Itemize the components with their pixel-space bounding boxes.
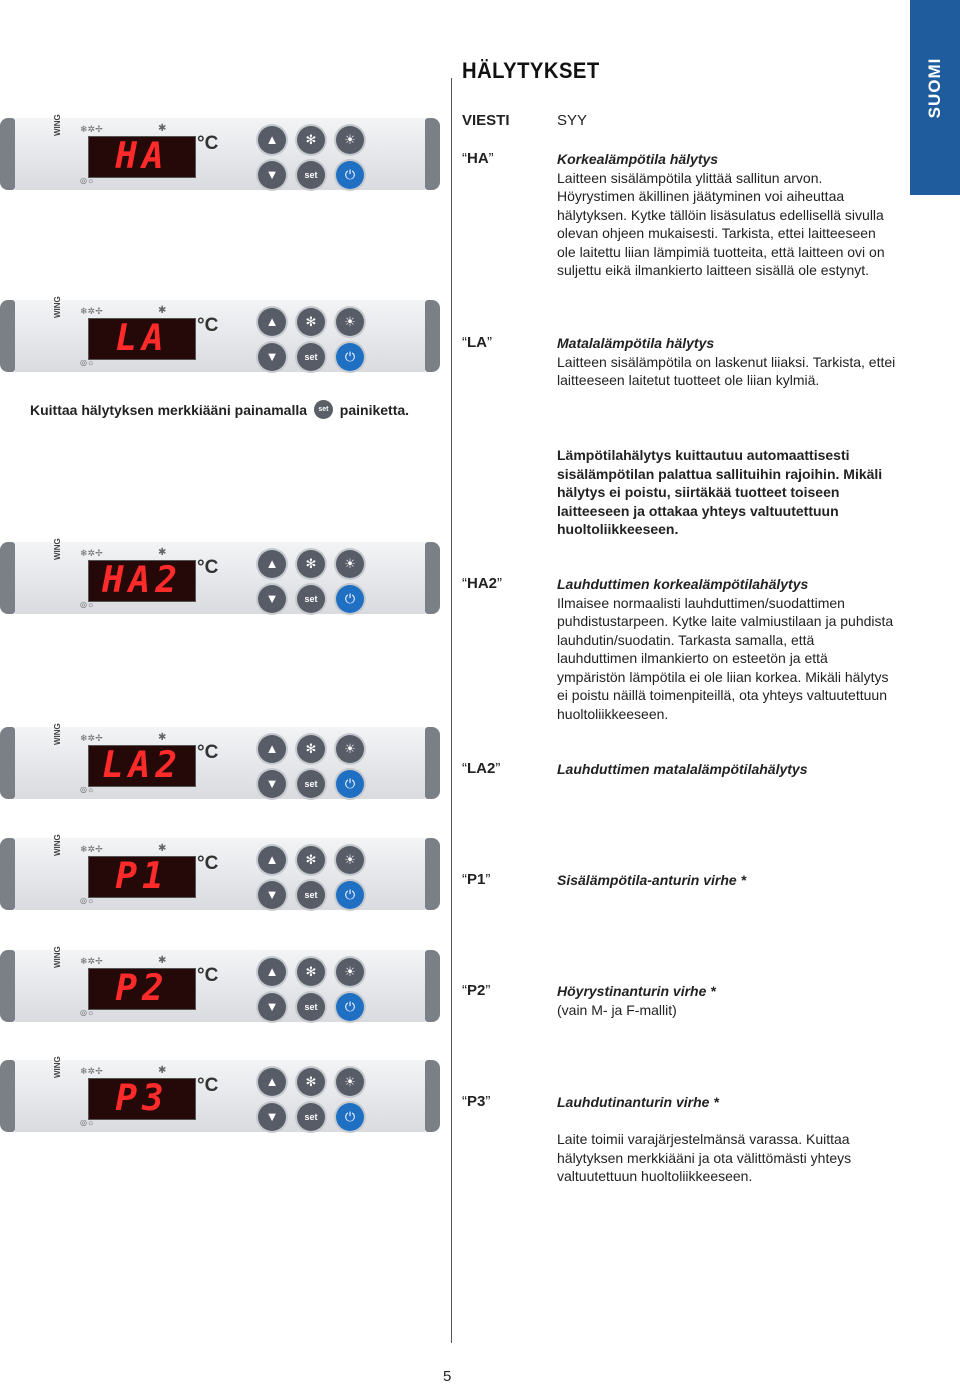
brand-label: WING [53,946,62,968]
controller-end-cap [0,542,15,614]
header-cause: SYY [557,112,588,129]
up-button: ▲ [258,308,286,336]
indicator-icons: ◎☼ [80,176,95,185]
alarm-code-p3: “P3” [462,1093,491,1110]
brand-label: WING [53,114,62,136]
indicator-icons: ◎☼ [80,785,95,794]
alarm-code-p2: “P2” [462,982,491,999]
indicator-icons: ◎☼ [80,358,95,367]
down-button: ▼ [258,993,286,1021]
alarm-title: Matalalämpötila hälytys [557,335,715,351]
acknowledge-instruction: Kuittaa hälytyksen merkkiääni painamalla set painiketta. [30,402,409,421]
set-button: set [297,770,325,798]
snowflake-icon: ✱ [158,123,167,134]
down-button: ▼ [258,1103,286,1131]
auto-reset-note: Lämpötilahälytys kuittautuu automaattisesti sisälämpötilan palattua sallituihin rajoihin. Mikäli hälytys ei poistu, siirtäkää tuotteet toiseen laitteeseen ja ottakaa yhteys valtuutettuun huoltoliikkeeseen. [557,447,883,537]
defrost-button: ✻ [297,735,325,763]
alarm-title: Lauhduttimen matalalämpötilahälytys [557,761,808,777]
light-button: ☀ [336,1068,364,1096]
indicator-icons: ◎☼ [80,1008,95,1017]
light-button: ☀ [336,550,364,578]
led-display: LA2 [88,745,196,787]
controller-end-cap [425,950,440,1022]
snowflake-icon: ✱ [158,305,167,316]
alarm-title: Sisälämpötila-anturin virhe * [557,872,747,888]
controller-illustration [0,114,440,190]
snowflake-icon: ✱ [158,843,167,854]
alarm-text: Laitteen sisälämpötila on laskenut liiaksi. Tarkista, ettei laitteeseen laitetut tuotteet ole liian kylmiä. [557,353,896,388]
controller-end-cap [0,838,15,910]
snowflake-icon: ✱ [158,955,167,966]
set-button: set [297,161,325,189]
power-button: ⏻ [336,161,364,189]
up-button: ▲ [258,1068,286,1096]
indicator-icons: ◎☼ [80,1118,95,1127]
power-button: ⏻ [336,1103,364,1131]
down-button: ▼ [258,585,286,613]
snowflake-icon: ✱ [158,1065,167,1076]
up-button: ▲ [258,126,286,154]
brand-label: WING [53,834,62,856]
column-divider [451,78,452,1343]
status-icons: ❄✲✢ [80,548,103,558]
language-tab [910,0,960,195]
celsius-label: °C [197,315,219,336]
led-display: P1 [88,856,196,898]
alarm-text: Laitteen sisälämpötila ylittää sallitun arvon. Höyrystimen äkillinen jäätyminen voi aiheuttaa hälytyksen. Kytke tällöin lisäsulatus edellisellä sivulla olevan ohjeen mukaisesti. Tarkista, ettei laitteeseen ole laitettu liian lämpimiä tuotteita, että laitteen ovi on suljettu eikä ilmankierto laitteen sisällä ole estynyt. [557,169,885,278]
alarm-code-la: “LA” [462,334,492,351]
alarm-description-ha2 [557,575,897,723]
controller-end-cap [0,300,15,372]
alarm-description-p2 [557,982,897,1019]
set-button: set [297,343,325,371]
led-display: P2 [88,968,196,1010]
alarm-code-p1: “P1” [462,871,491,888]
set-button: set [297,881,325,909]
power-button: ⏻ [336,343,364,371]
controller-illustration [0,1056,440,1132]
language-tab-label: SUOMI [925,57,944,119]
defrost-button: ✻ [297,550,325,578]
status-icons: ❄✲✢ [80,956,103,966]
alarm-title: Lauhduttimen korkealämpötilahälytys [557,576,809,592]
controller-end-cap [0,118,15,190]
controller-end-cap [0,1060,15,1132]
controller-end-cap [425,300,440,372]
controller-end-cap [0,727,15,799]
set-button-icon: set [314,400,333,419]
status-icons: ❄✲✢ [80,733,103,743]
set-button: set [297,993,325,1021]
light-button: ☀ [336,735,364,763]
celsius-label: °C [197,742,219,763]
alarm-title: Korkealämpötila hälytys [557,151,719,167]
light-button: ☀ [336,308,364,336]
snowflake-icon: ✱ [158,547,167,558]
controller-panel [15,542,425,614]
alarm-description-la2 [557,760,897,779]
down-button: ▼ [258,161,286,189]
alarm-text: Ilmaisee normaalisti lauhduttimen/suodattimen puhdistustarpeen. Kytke laite valmiustilaan ja puhdista lauhdutin/suodatin. Tarkasta samalla, että lauhduttimen ilmankierto on esteetön ja että ympäristön lämpötila ei ole liian korkea. Mikäli hälytys ei poistu näillä toimenpiteillä, ota yhteys valtuutettuun huoltoliikkeeseen. [557,594,894,722]
controller-end-cap [425,118,440,190]
power-button: ⏻ [336,770,364,798]
controller-panel [15,838,425,910]
defrost-button: ✻ [297,126,325,154]
alarm-description-p3 [557,1093,897,1112]
indicator-icons: ◎☼ [80,896,95,905]
controller-end-cap [425,1060,440,1132]
power-button: ⏻ [336,881,364,909]
controller-illustration [0,296,440,372]
celsius-label: °C [197,557,219,578]
alarm-text: (vain M- ja F-mallit) [557,1001,677,1018]
down-button: ▼ [258,881,286,909]
alarm-title: Lauhdutinanturin virhe * [557,1094,719,1110]
status-icons: ❄✲✢ [80,844,103,854]
status-icons: ❄✲✢ [80,1066,103,1076]
light-button: ☀ [336,126,364,154]
page-title: HÄLYTYKSET [462,58,600,83]
down-button: ▼ [258,770,286,798]
led-display: HA [88,136,196,178]
defrost-button: ✻ [297,958,325,986]
status-icons: ❄✲✢ [80,124,103,134]
brand-label: WING [53,296,62,318]
controller-end-cap [425,542,440,614]
alarm-code-la2: “LA2” [462,760,501,777]
controller-end-cap [425,838,440,910]
up-button: ▲ [258,846,286,874]
indicator-icons: ◎☼ [80,600,95,609]
brand-label: WING [53,538,62,560]
status-icons: ❄✲✢ [80,306,103,316]
alarm-title: Höyrystinanturin virhe * [557,983,716,999]
controller-panel [15,727,425,799]
defrost-button: ✻ [297,1068,325,1096]
controller-panel [15,118,425,190]
celsius-label: °C [197,1075,219,1096]
power-button: ⏻ [336,585,364,613]
controller-end-cap [0,950,15,1022]
controller-illustration [0,723,440,799]
page-number: 5 [443,1368,452,1385]
brand-label: WING [53,723,62,745]
alarm-description-p1 [557,871,897,890]
light-button: ☀ [336,958,364,986]
set-button: set [297,1103,325,1131]
header-message: VIESTI [462,112,510,129]
up-button: ▲ [258,735,286,763]
led-display: HA2 [88,560,196,602]
set-button: set [297,585,325,613]
led-display: LA [88,318,196,360]
down-button: ▼ [258,343,286,371]
snowflake-icon: ✱ [158,732,167,743]
alarm-description-ha [557,150,897,280]
up-button: ▲ [258,958,286,986]
power-button: ⏻ [336,993,364,1021]
alarm-description-la [557,334,897,390]
defrost-button: ✻ [297,308,325,336]
controller-panel [15,300,425,372]
defrost-button: ✻ [297,846,325,874]
brand-label: WING [53,1056,62,1078]
controller-illustration [0,946,440,1022]
alarm-code-ha: “HA” [462,150,494,167]
alarm-code-ha2: “HA2” [462,575,503,592]
celsius-label: °C [197,853,219,874]
celsius-label: °C [197,133,219,154]
controller-panel [15,1060,425,1132]
up-button: ▲ [258,550,286,578]
light-button: ☀ [336,846,364,874]
controller-illustration [0,538,440,614]
controller-end-cap [425,727,440,799]
led-display: P3 [88,1078,196,1120]
controller-panel [15,950,425,1022]
backup-system-note: Laite toimii varajärjestelmänsä varassa. Kuittaa hälytyksen merkkiääni ja ota välittömästi yhteys valtuutettuun huoltoliikkeeseen. [557,1131,852,1184]
controller-illustration [0,834,440,910]
celsius-label: °C [197,965,219,986]
